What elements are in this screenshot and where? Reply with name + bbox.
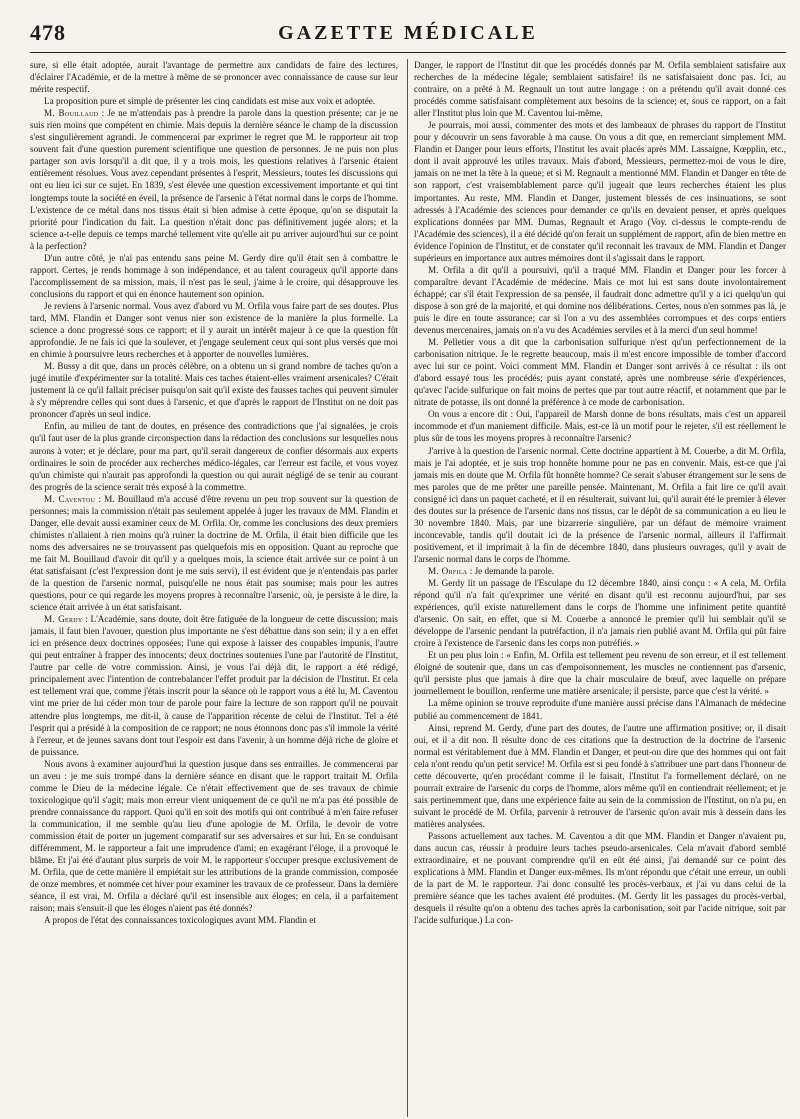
paragraph — [414, 264, 786, 336]
paragraph — [30, 59, 398, 95]
paragraph — [414, 445, 786, 565]
paragraph-text: Je reviens à l'arsenic normal. Vous avez d'abord vu M. Orfila vous faire part de ses doutes. Plus tard, MM. Flandin et Danger sont venus nier son existence de la manière la plus formelle. La science a donc progressé sous ce rapport; et il y aurait un intérêt majeur à ce que la question fût approfondie. Je ne fais ici que la soulever, et j'engage seulement ceux qui sont plus versés que moi en chimie à poursuivre leurs recherches et à apporter de nouvelles lumières. — [30, 300, 398, 360]
speaker-name: M. Orfila — [428, 565, 468, 576]
paragraph-text: A propos de l'état des connaissances toxicologiques avant MM. Flandin et — [44, 915, 316, 926]
paragraph — [414, 722, 786, 830]
right-column — [407, 59, 786, 1117]
paragraph-text: M. Bussy a dit que, dans un procès célèbre, on a obtenu un si grand nombre de taches qu'on a jugé inutile d'expérimenter sur la totalité. Mais ces taches étaient-elles vraiment arsenicales? C'était justement là ce qu'il fallait préciser puisqu'on sait qu'il existe des fausses taches qui peuvent simuler à s'y méprendre celles qui sont dues à l'arsenic, et que d'après le rapport de l'Institut on ne doit pas prononcer d'après un seul indice. — [30, 361, 398, 420]
paragraph-text: On vous a encore dit : Oui, l'appareil de Marsh donne de bons résultats, mais c'est un appareil incommode et d'un maniement difficile. Mais, est-ce là un motif pour le rejeter, s'il est réellement le plus sûr de tous les moyens propres à reconnaître l'arsenic? — [414, 409, 786, 444]
paragraph — [30, 420, 398, 492]
page-number: 478 — [30, 20, 66, 45]
paragraph-text: M. Gerdy lit un passage de l'Esculape du 12 décembre 1840, ainsi conçu : « A cela, M. Orfila répond qu'il n'a fait qu'exprimer une vérité en disant qu'il est reconnu aujourd'hui, par ses expériences, qu'il existe naturellement dans le corps de l'homme une infiniment petite quantité d'arsenic. On sait, en effet, que si M. Couerbe a annoncé le premier qu'il lui semblait qu'il se développe de l'arsenic pendant la putréfaction, il n'a jamais rien publié avant M. Orfila qui pût faire croire à l'existence de l'arsenic dans les corps non putréfiés. » — [414, 578, 786, 649]
paragraph — [414, 59, 786, 119]
paragraph-text: La proposition pure et simple de présenter les cinq candidats est mise aux voix et adoptée. — [44, 96, 376, 107]
paragraph-text: : L'Académie, sans doute, doit être fatiguée de la longueur de cette discussion; mais jamais, il faut bien l'avouer, question plus importante ne s'est débattue dans son sein; il y a en effet ici en présence deux doctrines opposées; l'une qui expose à laisser des coupables impunis, l'autre qui peut entraîner à frapper des innocents; deux doctrines soutenues l'une par l'autorité de l'Institut, l'autre par celle de votre commission. Ainsi, je vous l'ai déjà dit, le rapport a été rédigé, principalement avec l'intention de contrebalancer l'effet produit par la décision de l'Institut. Et cela est tellement vrai que, comme j'étais inscrit pour la séance où le rapport vous a été lu, M. Caventou vint me prier de lui céder mon tour de parole pour faire la lecture de son rapport qu'il ne pouvait attendre plus longtemps, me dit-il, à cause de l'apparition récente de celui de l'Institut. Tel a été l'esprit qui a présidé à la composition de ce rapport; ne nous étonnons donc pas s'il immole la vérité à l'erreur, et de jeunes savans dont tout l'espoir est dans l'avenir, à un homme déjà riche de gloire et de puissance. — [30, 614, 398, 757]
paragraph — [30, 758, 398, 915]
speaker-name: M. Gerdy — [44, 614, 83, 625]
page-header — [30, 18, 786, 53]
paragraph-text: J'arrive à la question de l'arsenic normal. Cette doctrine appartient à M. Couerbe, a dit M. Orfila, mais je l'ai adoptée, et je suis trop honnête homme pour ne pas en convenir. Mais, est-ce que j'ai jamais mis en doute que M. Orfila fût honnête homme? Ce serait s'abuser étrangement sur le sens de mes paroles que de me prêter une pareille pensée. Maintenant, M. Orfila a fait lire ce qu'il avait consigné ici dans un paquet cacheté, et il en résulterait, suivant lui, qu'il aurait été le premier à élever des doutes sur la présence de l'arsenic dans nos tissus, car le dépôt de sa communication a eu lieu le 30 novembre 1840. Mais, par une bizarrerie singulière, par un défaut de mémoire vraiment inconcevable, tandis qu'il doutait ici de la présence de l'arsenic normal, ailleurs il l'affirmait positivement, et il imprimait à la fin de décembre 1840, dans plusieurs ouvrages, qu'il y avait de l'arsenic normal dans le corps de l'homme. — [414, 445, 786, 564]
paragraph-text: sure, si elle était adoptée, aurait l'avantage de permettre aux candidats de faire des lectures, d'éclairer l'Académie, et de la mettre à même de se prononcer avec connaissance de cause sur leur mérite respectif. — [30, 60, 398, 95]
paragraph-text: Nous avons à examiner aujourd'hui la question jusque dans ses entrailles. Je commencerai par un aveu : je me suis trompé dans la dernière séance en disant que le rapport traitait M. Orfila comme le Dieu de la médecine légale. Ce n'était effectivement que de ses travaux de chimie toxicologique qu'il s'agit; mais mon erreur vient uniquement de ce qu'il ne m'a pas été possible de prendre connaissance du rapport. Quoi qu'il en soit des motifs qui ont contribué à m'en faire refuser la communication, il me semble qu'au lieu d'une apologie de M. Orfila, le devoir de votre commission était de porter un jugement comparatif sur ses adversaires et sur lui. En se conduisant différemment, M. le rapporteur a fait une imprudence d'ami; en exagérant l'éloge, il a provoqué le blâme. Et j'ai été d'autant plus surpris de voir M. le rapporteur s'occuper presque exclusivement de M. Orfila, que de cette manière il empiétait sur les attributions de la grande commission, composée de onze membres, et nommée cet hiver pour examiner les travaux de ce professeur. Dans la dernière séance, il est vrai, M. Orfila a déclaré qu'il est insensible aux éloges; en cela, il a parfaitement raison; mais s'ensuit-il que les éloges n'aient pas été donnés? — [30, 758, 398, 914]
paragraph-text: La même opinion se trouve reproduite d'une manière aussi précise dans l'Almanach de médecine publié au commencement de 1841. — [414, 698, 786, 721]
paragraph — [30, 95, 398, 107]
running-title: GAZETTE MÉDICALE — [278, 22, 538, 44]
text-columns — [30, 59, 786, 1117]
paragraph — [414, 336, 786, 408]
speech-paragraph — [30, 613, 398, 758]
paragraph — [414, 408, 786, 444]
paragraph — [414, 697, 786, 721]
paragraph-text: D'un autre côté, je n'ai pas entendu sans peine M. Gerdy dire qu'il était sen à combattre le rapport. Certes, je rends hommage à son indépendance, et au talent courageux qu'il apporte dans l'accomplissement de sa mission, mais, il n'est pas le seul, j'aime à le croire, qui désapprouve les conclusions du rapport et qui en énonce hautement son opinion. — [30, 252, 398, 299]
paragraph — [414, 119, 786, 264]
paragraph-text: : Je ne m'attendais pas à prendre la parole dans la question présente; car je ne suis rien moins que compétent en chimie. Mais depuis la dernière séance le champ de la discussion s'est singulièrement agrandi. Je commencerai par exprimer le regret que M. le rapporteur ait trop souvent fait d'une question purement scientifique une question de personnes. Je ne puis non plus partager son avis lorsqu'il a dit que, il y a trois mois, les questions relatives à l'arsenic étaient entièrement résolues. Vous avez cependant présentes à l'esprit, Messieurs, toutes les discussions qui ont eu lieu ici sur ce sujet. En 1839, s'est élevée une question excessivement importante et qui tint longtemps toute la société en éveil, la présence de l'arsenic à l'état normal dans le corps de l'homme. L'existence de ce métal dans nos tissus était si bien admise à cette époque, qu'on se disputait la priorité pour l'indication du fait. La question n'était donc pas définitivement jugée alors; et la science a-t-elle depuis ce temps marché tellement vite qu'elle ait pu arriver aujourd'hui sur ce point à la perfection? — [30, 108, 398, 251]
speech-paragraph — [30, 493, 398, 613]
speaker-name: M. Caventou — [44, 493, 96, 504]
speaker-name: M. Bouillaud — [44, 108, 99, 119]
paragraph-text: Danger, le rapport de l'Institut dit que les procédés donnés par M. Orfila semblaient satisfaire aux recherches de la médecine légale; semblaient satisfaire! ils ne satisfaisaient donc pas. Ici, au contraire, on a prêté à M. Regnault un tout autre langage : on a prétendu qu'il avait donné ces procédés comme satisfaisant complètement aux besoins de la science; et, sous ce rapport, on a fait aller l'Institut plus loin que M. Caventou lui-même. — [414, 60, 786, 119]
paragraph-text: Enfin, au milieu de tant de doutes, en présence des contradictions que j'ai signalées, je crois qu'il faut user de la plus grande circonspection dans la rédaction des conclusions sur lesquelles nous aurons à voter; et je déclare, pour ma part, qu'il serait dangereux de confier désormais aux experts ordinaires le soin de procéder aux recherches médico-légales, car l'erreur est facile, et vous voyez qu'un chimiste qui n'aurait pas approfondi la question ou qui aurait négligé de se tenir au courant des progrès de la science serait très exposé à la commettre. — [30, 421, 398, 492]
paragraph — [414, 649, 786, 697]
paragraph-text: : M. Bouillaud m'a accusé d'être revenu un peu trop souvent sur la question de personnes; mais la commission n'était pas seulement appelée à juger les travaux de MM. Flandin et Danger, elle devait aussi examiner ceux de M. Orfila. Or, comme les conclusions des deux premiers chimistes n'allaient à rien moins qu'à ruiner la doctrine de M. Orfila, il était bien difficile que les noms des adversaires ne se trouvassent pas quelquefois mis en opposition. Quant au reproche que me fait M. Bouillaud d'avoir dit qu'il y a quelques mois, la science était arrivée sur ce point à un état satisfaisant (c'est l'expression dont je me suis servi), il est évident que je n'entendais pas parler de la question de l'arsenic normal, puisqu'elle ne nous était pas soumise; mais pour les autres questions, pour ce qui regarde les moyens propres à reconnaître l'arsenic, où, je persiste à le dire, la science était arrivée à un état satisfaisant. — [30, 493, 398, 613]
speech-paragraph — [30, 107, 398, 252]
paragraph-text: M. Pelletier vous a dit que la carbonisation sulfurique n'est qu'un perfectionnement de la carbonisation nitrique. Je le regrette beaucoup, mais il m'est encore impossible de tomber d'accord avec lui sur ce point. Voici comment MM. Flandin et Danger sont arrivés à ce résultat : ils ont d'abord essayé tous les procédés; puis ayant constaté, après une nombreuse série d'expériences, qu'avec l'acide sulfurique on fait moins de pertes que par tout autre réactif, et notamment que par le nitrate de potasse, ils ont donné la préférence à ce mode de carbonisation. — [414, 337, 786, 408]
paragraph — [30, 300, 398, 360]
paragraph-text: Passons actuellement aux taches. M. Caventou a dit que MM. Flandin et Danger n'avaient pu, dans aucun cas, réussir à produire leurs taches pseudo-arsenicales. Cela m'avait d'abord semblé extraordinaire, et ne pouvant comprendre qu'il en eût été ainsi, j'ai demandé sur ce point des explications à MM. Flandin et Danger eux-mêmes. Ils m'ont répondu que c'était une erreur, un oubli de la part de M. le rapporteur. J'ai donc consulté les procès-verbaux, et j'ai vu dans celui de la première séance que les taches avaient été produites. (M. Gerdy lit les passages du procès-verbal, desquels il résulte qu'on a obtenu des taches après la carbonisation, soit par l'acide nitrique, soit par l'acide sulfurique.) La con- — [414, 831, 786, 926]
paragraph — [30, 252, 398, 300]
paragraph-text: : Je demande la parole. — [467, 565, 555, 576]
paragraph — [30, 360, 398, 420]
left-column — [30, 59, 398, 1117]
paragraph-text: M. Orfila a dit qu'il a poursuivi, qu'il a traqué MM. Flandin et Danger pour les forcer à comparaître devant l'Académie de médecine. Mais ce mot lui est sans doute involontairement échappé; car s'il était l'expression de sa pensée, il faudrait donc admettre qu'il y a ici quelqu'un qui dispose à son gré de la majorité, et qui domine nos délibérations. Certes, nous n'en sommes pas là, je puis le dire en toute assurance; car si l'on a vu des assemblées corrompues et des corps entiers devenus mercenaires, jamais on n'a vu des Académies serviles et à la merci d'un seul homme! — [414, 264, 786, 336]
paragraph-text: Je pourrais, moi aussi, commenter des mots et des lambeaux de phrases du rapport de l'Institut pour y découvrir un sens favorable à ma cause. On vous a dit que, en remerciant simplement MM. Flandin et Danger pour leurs efforts, l'Institut les avait placés après MM. Lassaigne, Kœpplin, etc., dont il avait approuvé les utiles travaux. Mais d'abord, Messieurs, permettez-moi de vous le dire, jamais on ne met la tête à la queue; et si M. Regnault a mentionné MM. Flandin et Danger en tête de son rapport, c'est vraisemblablement parce qu'il jugeait que leurs recherches étaient les plus importantes. Au reste, MM. Flandin et Danger, justement blessés de ces insinuations, se sont adressés à l'Académie des sciences pour demander ce qu'ils en devaient penser, et après quelques explications données par MM. Dumas, Regnault et Arago (Voy. ci-dessus le compte-rendu de l'Académie des sciences), il a été décidé qu'on ferait un supplément de rapport, afin de bien mettre en évidence l'opinion de l'Institut, et de constater qu'il reconnait les travaux de MM. Flandin et Danger supérieurs en importance aux autres mémoires dont il s'agissait dans le rapport. — [414, 120, 786, 263]
paragraph-text: Et un peu plus loin : « Enfin, M. Orfila est tellement peu revenu de son erreur, et il est tellement éloigné de soutenir que, dans un cas d'empoisonnement, les muscles ne contiennent pas d'arsenic, qu'il persiste plus que jamais à dire que la chair musculaire de bœuf, avec laquelle on prépare journellement le bouillon, renferme une matière arsenicale; il persiste, parce que c'est la vérité. » — [414, 650, 786, 697]
paragraph-text: Ainsi, reprend M. Gerdy, d'une part des doutes, de l'autre une affirmation positive; or, il disait oui, et il a dit non. Il résulte donc de ces citations que la destruction de la doctrine de l'arsenic normal est véritablement due à MM. Flandin et Danger, et peut-on dire que des hommes qui ont fait cela n'ont rendu qu'un petit service! M. Orfila est si peu fondé à s'attribuer une part dans l'honneur de cette découverte, qu'en procédant comme il le faisait, l'Institut l'a formellement déclaré, on ne pourrait extraire de l'arsenic du corps de l'homme, alors même qu'il en contiendrait réellement; et je sais pertinemment que, dans une expérience faite au sein de la commission de l'Institut, on n'a pu, en suivant le procédé de M. Orfila, parvenir à retrouver de l'arsenic qu'on avait mis à dessein dans les matières analysées. — [414, 722, 786, 829]
speech-paragraph — [414, 565, 786, 577]
paragraph — [30, 914, 398, 926]
paragraph — [414, 830, 786, 926]
paragraph — [414, 577, 786, 649]
